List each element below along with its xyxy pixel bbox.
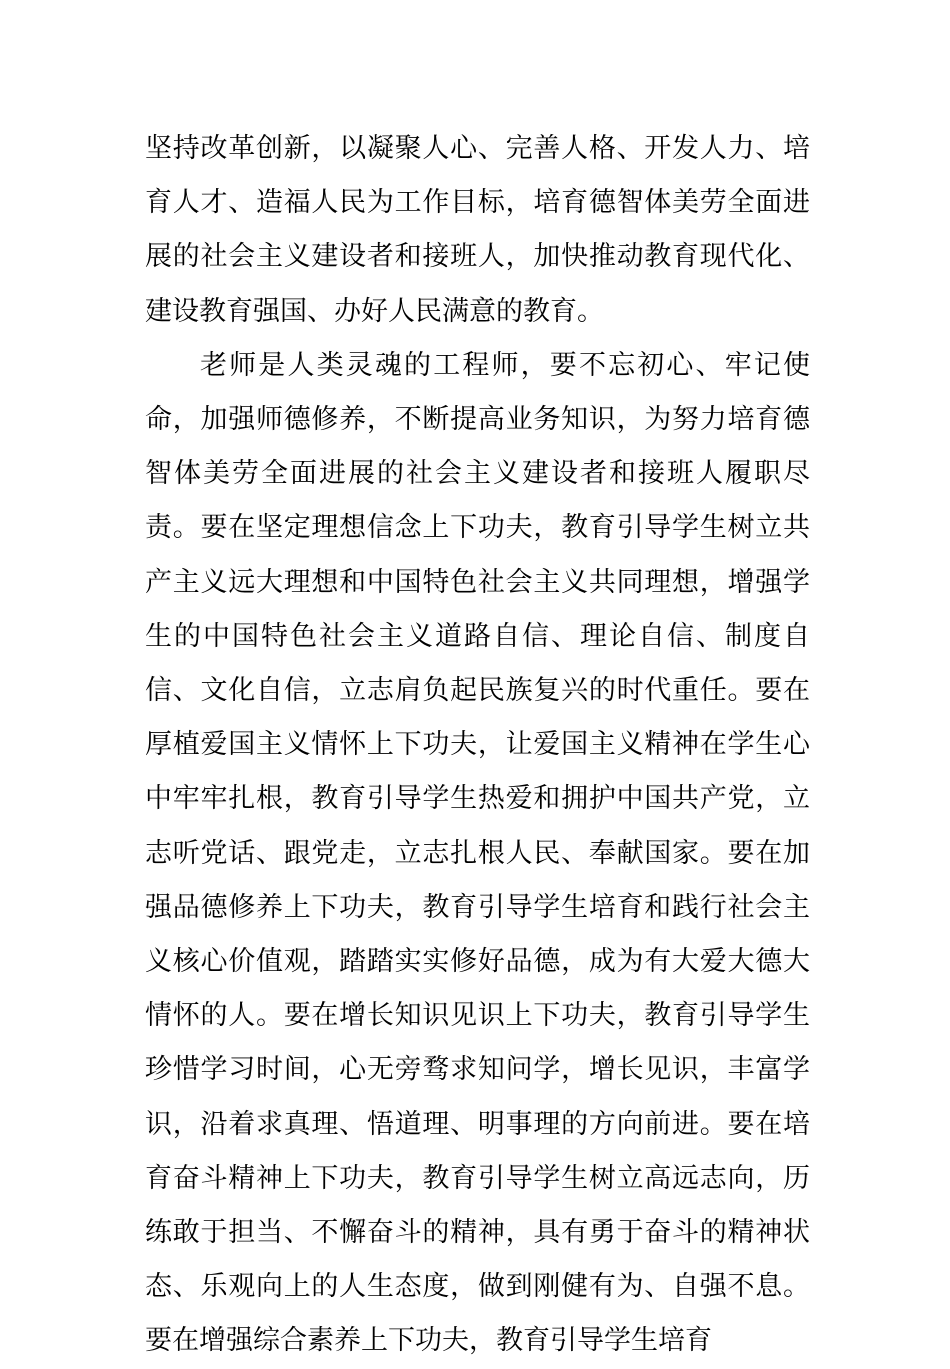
paragraph-1: 坚持改革创新，以凝聚人心、完善人格、开发人力、培育人才、造福人民为工作目标，培育德智体美劳全面进展的社会主义建设者和接班人，加快推动教育现代化、建设教育强国、办好人民满意的教育。 (145, 133, 810, 327)
document-page (145, 122, 810, 1369)
paragraph-2: 老师是人类灵魂的工程师，要不忘初心、牢记使命，加强师德修养，不断提高业务知识，为努力培育德智体美劳全面进展的社会主义建设者和接班人履职尽责。要在坚定理想信念上下功夫，教育引导学生树立共产主义远大理想和中国特色社会主义共同理想，增强学生的中国特色社会主义道路自信、理论自信、制度自信、文化自信，立志肩负起民族复兴的时代重任。要在厚植爱国主义情怀上下功夫，让爱国主义精神在学生心中牢牢扎根，教育引导学生热爱和拥护中国共产党，立志听党话、跟党走，立志扎根人民、奉献国家。要在加强品德修养上下功夫，教育引导学生培育和践行社会主义核心价值观，踏踏实实修好品德，成为有大爱大德大情怀的人。要在增长知识见识上下功夫，教育引导学生珍惜学习时间，心无旁骛求知问学，增长见识，丰富学识，沿着求真理、悟道理、明事理的方向前进。要在培育奋斗精神上下功夫，教育引导学生树立高远志向，历练敢于担当、不懈奋斗的精神，具有勇于奋斗的精神状态、乐观向上的人生态度，做到刚健有为、自强不息。要在增强综合素养上下功夫，教育引导学生培育 (145, 349, 810, 1357)
